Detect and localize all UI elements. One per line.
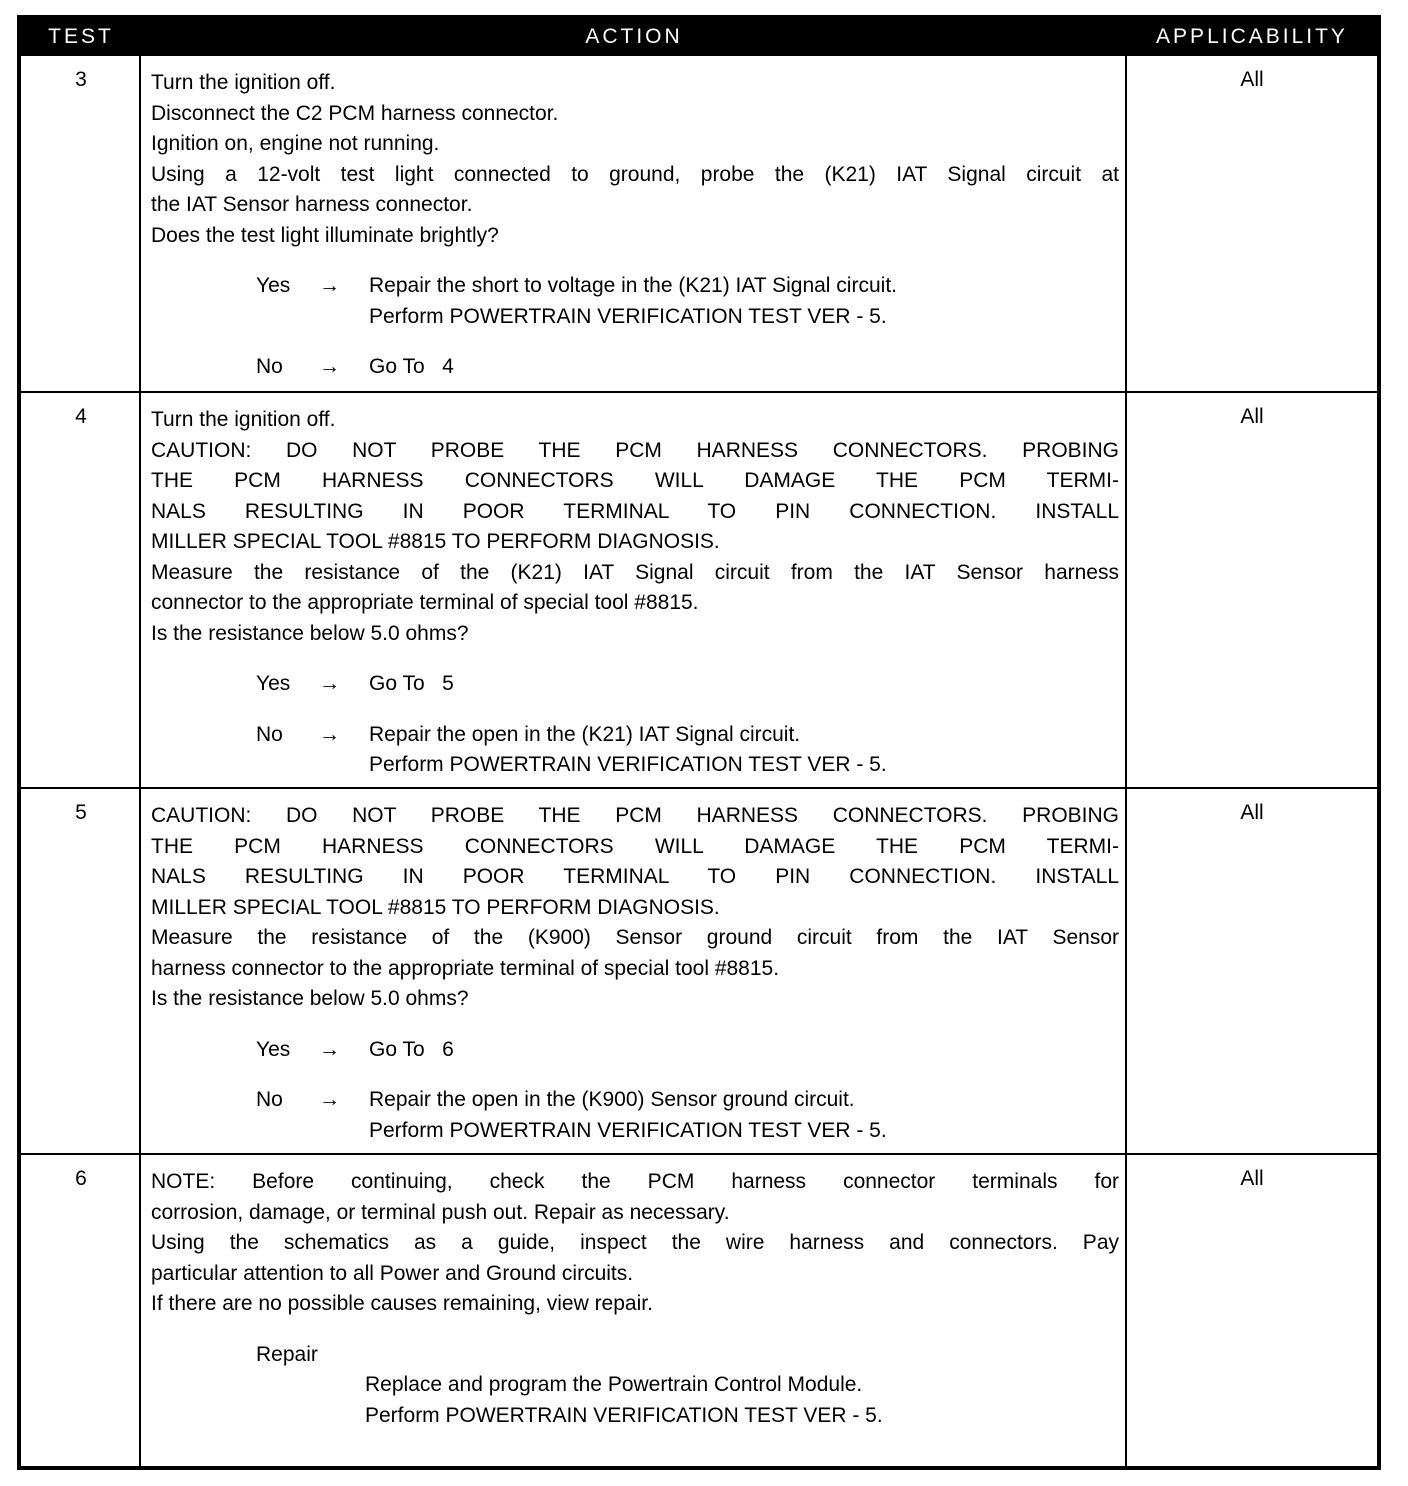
header-applicability: APPLICABILITY [1156,25,1348,48]
no-response [151,720,1119,781]
action-line: Is the resistance below 5.0 ohms? [151,987,469,1010]
action-cell [151,405,1119,781]
yes-label: Yes [256,672,291,695]
repair-line: Replace and program the Powertrain Control Module. [365,1373,863,1396]
yes-response [151,669,1119,700]
arrow-icon: → [319,274,340,297]
applicability-value: All [1240,1167,1264,1190]
yes-response [151,1035,1119,1066]
response-line: Repair the open in the (K21) IAT Signal circuit. [369,722,801,746]
action-line: Disconnect the C2 PCM harness connector. [151,101,559,125]
action-line: MILLER SPECIAL TOOL #8815 TO PERFORM DIAGNOSIS. [151,895,720,919]
applicability-value: All [1240,68,1264,91]
response-line: Perform POWERTRAIN VERIFICATION TEST VER - 5. [369,1118,887,1142]
action-line: MILLER SPECIAL TOOL #8815 TO PERFORM DIAGNOSIS. [151,530,720,553]
table-row-test-5 [21,787,1377,1153]
action-line: Measure the resistance of the (K900) Sensor ground circuit from the IAT Sensor [151,926,1119,949]
arrow-icon: → [319,1088,340,1111]
action-line: Does the test light illuminate brightly? [151,223,499,247]
response-line: Perform POWERTRAIN VERIFICATION TEST VER - 5. [369,753,887,776]
response-line: Repair the open in the (K900) Sensor ground circuit. [369,1088,855,1111]
yes-label: Yes [256,1037,291,1061]
action-cell [151,68,1119,383]
applicability-value: All [1240,801,1264,824]
action-cell [151,801,1119,1146]
repair-label: Repair [256,1342,318,1366]
arrow-icon: → [319,1037,340,1061]
diagnostic-table [17,15,1381,1470]
test-number: 5 [75,801,87,824]
action-line: particular attention to all Power and Ground circuits. [151,1261,634,1285]
applicability-value: All [1240,405,1264,428]
action-line: NOTE: Before continuing, check the PCM harness connector terminals for [151,1170,1119,1193]
repair-line: Perform POWERTRAIN VERIFICATION TEST VER - 5. [365,1403,883,1427]
action-line: Is the resistance below 5.0 ohms? [151,621,469,645]
no-response [151,1085,1119,1146]
arrow-icon: → [319,722,340,746]
action-line: Using the schematics as a guide, inspect the wire harness and connectors. Pay [151,1231,1119,1254]
action-line: the IAT Sensor harness connector. [151,193,473,216]
no-response [151,352,1119,383]
table-row-test-4 [21,391,1377,787]
arrow-icon: → [319,355,340,378]
action-line: NALS RESULTING IN POOR TERMINAL TO PIN CONNECTION. INSTALL [151,865,1119,888]
no-label: No [256,355,283,378]
yes-label: Yes [256,274,291,297]
table-row-test-3 [21,56,1377,391]
header-test: TEST [48,25,114,48]
action-line: THE PCM HARNESS CONNECTORS WILL DAMAGE THE PCM TERMI- [151,469,1119,492]
response-line: Repair the short to voltage in the (K21) IAT Signal circuit. [369,274,897,297]
no-label: No [256,722,283,746]
action-line: Ignition on, engine not running. [151,132,440,155]
arrow-icon: → [319,672,340,695]
response-line: Go To 6 [369,1037,454,1061]
action-line: THE PCM HARNESS CONNECTORS WILL DAMAGE THE PCM TERMI- [151,834,1119,858]
test-number: 6 [75,1167,87,1190]
yes-response [151,271,1119,332]
action-line: CAUTION: DO NOT PROBE THE PCM HARNESS CONNECTORS. PROBING [151,438,1119,462]
action-line: Turn the ignition off. [151,71,336,94]
table-header [21,19,1377,56]
action-line: connector to the appropriate terminal of special tool #8815. [151,591,699,614]
no-label: No [256,1088,283,1111]
action-line: Turn the ignition off. [151,408,336,431]
table-row-test-6 [21,1153,1377,1466]
action-line: CAUTION: DO NOT PROBE THE PCM HARNESS CONNECTORS. PROBING [151,804,1119,827]
action-cell [151,1167,1119,1431]
test-number: 4 [75,405,87,428]
action-line: Measure the resistance of the (K21) IAT Signal circuit from the IAT Sensor harness [151,560,1119,584]
action-line: corrosion, damage, or terminal push out. Repair as necessary. [151,1200,730,1224]
header-action: ACTION [585,25,683,48]
action-line: Using a 12-volt test light connected to ground, probe the (K21) IAT Signal circuit at [151,162,1119,186]
test-number: 3 [75,68,87,91]
action-line: NALS RESULTING IN POOR TERMINAL TO PIN CONNECTION. INSTALL [151,499,1119,523]
response-line: Go To 5 [369,672,454,695]
response-line: Go To 4 [369,355,454,378]
action-line: If there are no possible causes remaining, view repair. [151,1292,653,1315]
action-line: harness connector to the appropriate terminal of special tool #8815. [151,956,780,980]
response-line: Perform POWERTRAIN VERIFICATION TEST VER - 5. [369,304,887,328]
